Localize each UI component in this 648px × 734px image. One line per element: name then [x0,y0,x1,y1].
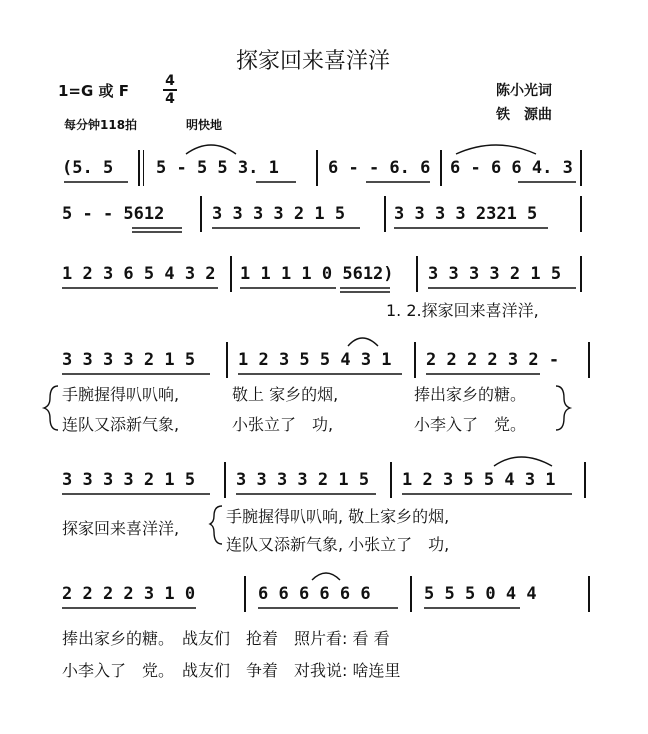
lyric-r5-v2: 连队又添新气象, 小张立了 功, [226,535,450,554]
lyric-r6-v2: 小李入了 党。 战友们 争着 对我说: 啥连里 [62,661,401,680]
time-sig-top: 4 [165,73,175,89]
lyric-r4-v1-c: 捧出家乡的糖。 [414,385,527,404]
lyric-r3: 1. 2.探家回来喜洋洋, [386,301,539,320]
lyric-r4-v1-a: 手腕握得叭叭响, [62,385,180,404]
brace-mark [556,386,570,430]
measure-r4-m2: 1 2 3 5 5 4 3 1 [238,350,392,370]
slur-mark [186,145,236,154]
slur-mark [494,457,552,466]
measure-r1-m1: (5. 5 [62,158,114,178]
slur-mark [456,145,536,154]
brace-mark [44,386,58,430]
tempo-marking: 每分钟118拍 [64,118,138,132]
measure-r2-m1: 5 - - 5612 [62,204,165,224]
tie-mark [312,573,340,580]
expression-marking: 明快地 [186,118,223,132]
lyric-r5-main: 探家回来喜洋洋, [62,519,180,538]
measure-r5-m1: 3 3 3 3 2 1 5 [62,470,196,490]
lyric-r4-v2-c: 小李入了 党。 [414,415,527,434]
measure-r1-m3: 6 - - 6. 6 [328,158,431,178]
lyric-r6-v1: 捧出家乡的糖。 战友们 抢着 照片看: 看 看 [62,629,390,648]
brace-mark [210,506,222,544]
measure-r6-m2: 6 6 6 6 6 6 [258,584,371,604]
lyricist: 陈小光词 [496,83,552,99]
measure-r2-m2: 3 3 3 3 2 1 5 [212,204,346,224]
measure-r4-m1: 3 3 3 3 2 1 5 [62,350,196,370]
composer: 铁 源曲 [496,107,552,123]
measure-r2-m3: 3 3 3 3 2321 5 [394,204,538,224]
measure-r6-m1: 2 2 2 2 3 1 0 [62,584,196,604]
measure-r3-m1: 1 2 3 6 5 4 3 2 [62,264,216,284]
measure-r6-m3: 5 5 5 0 4 4 [424,584,537,604]
lyric-r4-v2-b: 小张立了 功, [232,415,334,434]
time-sig-bottom: 4 [165,91,175,107]
measure-r5-m3: 1 2 3 5 5 4 3 1 [402,470,556,490]
key-signature: 1=G 或 F [58,82,130,100]
page-title: 探家回来喜洋洋 [236,49,391,74]
lyric-r4-v1-b: 敬上 家乡的烟, [232,385,339,404]
measure-r3-m3: 3 3 3 3 2 1 5 [428,264,562,284]
measure-r5-m2: 3 3 3 3 2 1 5 [236,470,370,490]
slur-mark [348,338,378,346]
measure-r1-m4: 6 - 6 6 4. 3 [450,158,573,178]
measure-r3-m2: 1 1 1 1 0 5612) [240,264,394,284]
lyric-r4-v2-a: 连队又添新气象, [62,415,180,434]
measure-r4-m3: 2 2 2 2 3 2 - [426,350,560,370]
lyric-r5-v1: 手腕握得叭叭响, 敬上家乡的烟, [226,507,450,526]
measure-r1-m2: 5 - 5 5 3. 1 [156,158,279,178]
